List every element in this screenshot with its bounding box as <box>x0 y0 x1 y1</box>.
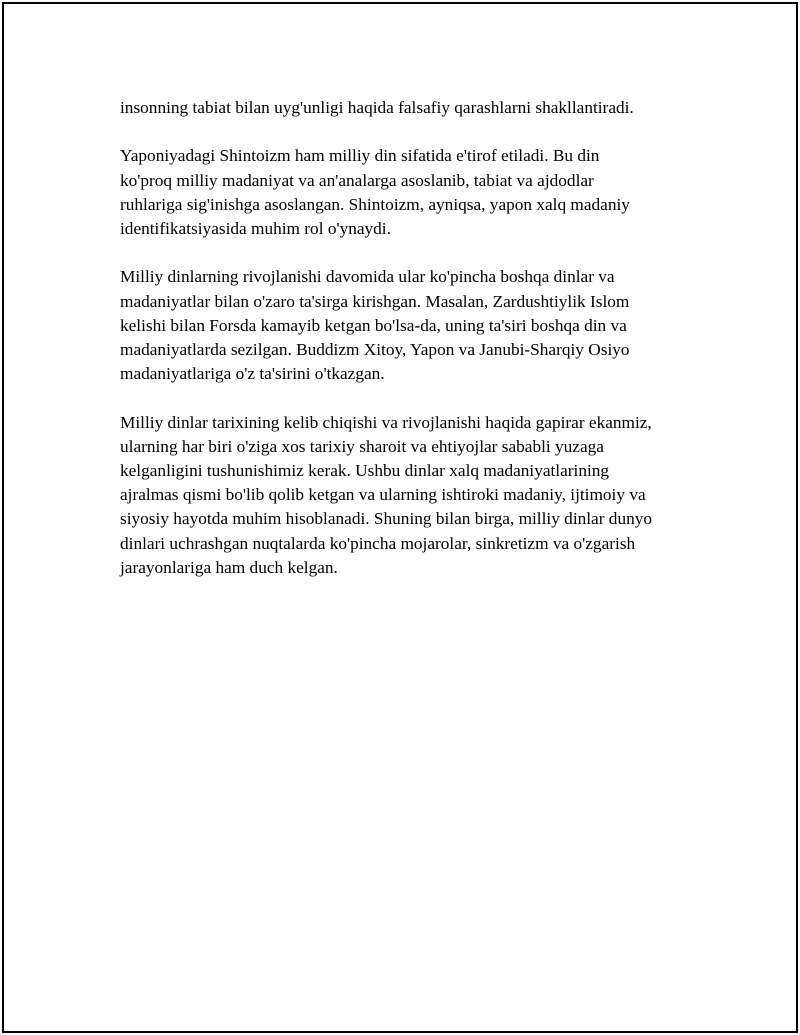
text-line: insonning tabiat bilan uyg'unligi haqida falsafiy qarashlarni shakllantiradi. <box>120 98 634 117</box>
page-frame <box>2 2 798 1033</box>
text-line: Milliy dinlar tarixining kelib chiqishi va rivojlanishi haqida gapirar ekanmiz, <box>120 412 652 432</box>
text-line: ko'proq milliy madaniyat va an'analarga asoslanib, tabiat va ajdodlar <box>120 170 594 190</box>
text-line: ularning har biri o'ziga xos tarixiy sharoit va ehtiyojlar sababli yuzaga <box>120 436 604 456</box>
paragraph-2 <box>120 144 700 241</box>
text-line: siyosiy hayotda muhim hisoblanadi. Shuning bilan birga, milliy dinlar dunyo <box>120 509 653 529</box>
text-line: dinlari uchrashgan nuqtalarda ko'pincha mojarolar, sinkretizm va o'zgarish <box>120 533 636 553</box>
text-line: Milliy dinlarning rivojlanishi davomida ular ko'pincha boshqa dinlar va <box>120 267 615 287</box>
text-line: jarayonlariga ham duch kelgan. <box>120 557 338 577</box>
text-line: kelganligini tushunishimiz kerak. Ushbu dinlar xalq madaniyatlarining <box>120 461 610 480</box>
paragraph-3 <box>120 265 700 386</box>
text-line: ruhlariga sig'inishga asoslangan. Shintoizm, ayniqsa, yapon xalq madaniy <box>120 194 630 214</box>
text-line: madaniyatlarda sezilgan. Buddizm Xitoy, Yapon va Janubi-Sharqiy Osiyo <box>120 340 630 359</box>
page-body <box>120 96 700 604</box>
text-line: Yaponiyadagi Shintoizm ham milliy din sifatida e'tirof etiladi. Bu din <box>120 146 600 166</box>
text-line: ajralmas qismi bo'lib qolib ketgan va ularning ishtiroki madaniy, ijtimoiy va <box>120 485 646 505</box>
text-line: kelishi bilan Forsda kamayib ketgan bo'lsa-da, uning ta'siri boshqa din va <box>120 315 627 335</box>
text-line: madaniyatlar bilan o'zaro ta'sirga kirishgan. Masalan, Zardushtiylik Islom <box>120 291 630 311</box>
paragraph-4 <box>120 411 700 580</box>
text-line: identifikatsiyasida muhim rol o'ynaydi. <box>120 219 391 238</box>
text-line: madaniyatlariga o'z ta'sirini o'tkazgan. <box>120 364 385 384</box>
paragraph-1 <box>120 96 700 120</box>
